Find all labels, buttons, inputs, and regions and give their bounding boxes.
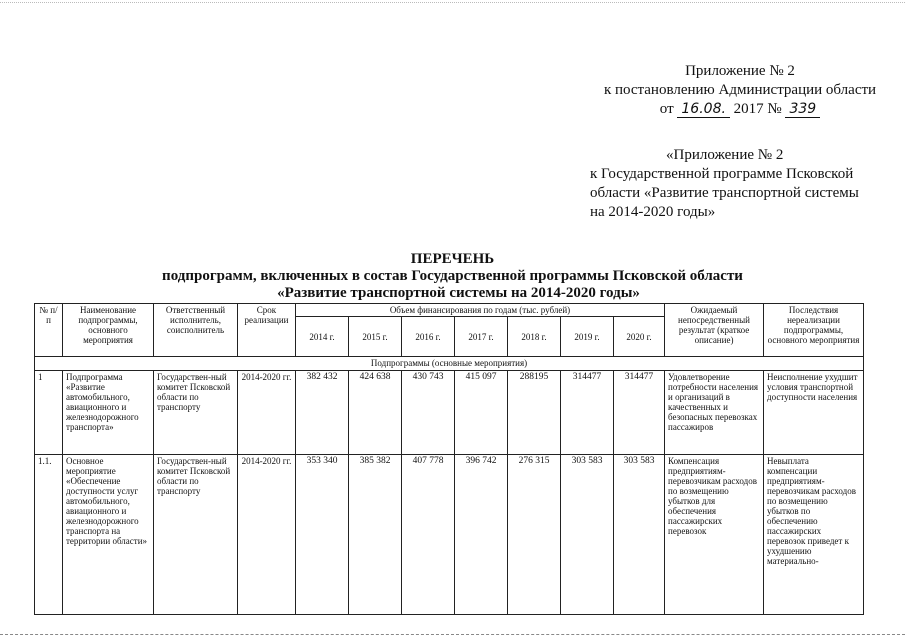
row-value: 303 583	[561, 455, 614, 615]
row-executor: Государствен-ный комитет Псковской области по транспорту	[154, 371, 238, 455]
row-executor: Государствен-ный комитет Псковской области по транспорту	[154, 455, 238, 615]
row-value: 430 743	[402, 371, 455, 455]
header-year: 2019 г.	[561, 317, 614, 357]
row-result: Удовлетворение потребности населения и организаций в качественных и безопасных перевозках пассажиров	[665, 371, 764, 455]
handwritten-number: 339	[785, 101, 820, 118]
row-name: Основное мероприятие «Обеспечение доступности услуг автомобильного, авиационного и железнодорожного транспорта на территории области»	[63, 455, 154, 615]
row-consequences: Невыплата компенсации предприятиям-перевозчикам расходов по возмещению убытков по обеспечению пассажирских перевозок приведет к ухудшению материально-	[764, 455, 864, 615]
row-value: 353 340	[296, 455, 349, 615]
document-title	[0, 251, 905, 302]
appendix-order-line1: Приложение № 2	[685, 63, 795, 79]
row-term: 2014-2020 гг.	[238, 455, 296, 615]
row-result: Компенсация предприятиям-перевозчикам расходов по возмещению убытков для обеспечения пассажирских перевозок	[665, 455, 764, 615]
header-year: 2016 г.	[402, 317, 455, 357]
row-value: 288195	[508, 371, 561, 455]
appendix-program-line4: на 2014-2020 годы»	[590, 204, 716, 220]
header-year: 2014 г.	[296, 317, 349, 357]
appendix-program-block	[590, 146, 890, 222]
row-value: 424 638	[349, 371, 402, 455]
appendix-order-block	[590, 62, 890, 119]
row-value: 303 583	[614, 455, 665, 615]
appendix-order-line2: к постановлению Администрации области	[603, 82, 877, 98]
row-value: 382 432	[296, 371, 349, 455]
date-prefix: от	[659, 101, 674, 117]
subprograms-table	[34, 303, 864, 615]
row-value: 314477	[561, 371, 614, 455]
table-row	[35, 455, 864, 615]
row-consequences: Неисполнение ухудшит условия транспортной доступности населения	[764, 371, 864, 455]
header-result: Ожидаемый непосредственный результат (краткое описание)	[665, 304, 764, 357]
header-consequences: Последствия нереализации подпрограммы, основного мероприятия	[764, 304, 864, 357]
appendix-program-line1: «Приложение № 2	[666, 147, 784, 163]
header-num: № п/п	[35, 304, 63, 357]
header-year: 2018 г.	[508, 317, 561, 357]
row-name: Подпрограмма «Развитие автомобильного, авиационного и железнодорожного транспорта»	[63, 371, 154, 455]
page-edge-top	[0, 2, 905, 3]
appendix-program-line3: области «Развитие транспортной системы	[590, 185, 859, 201]
page-edge-bottom	[0, 634, 905, 635]
title-line1: ПЕРЕЧЕНЬ	[410, 251, 495, 267]
appendix-order-date-line	[590, 100, 890, 119]
header-year: 2020 г.	[614, 317, 665, 357]
handwritten-date: 16.08.	[677, 101, 730, 118]
row-value: 314477	[614, 371, 665, 455]
row-value: 396 742	[455, 455, 508, 615]
title-line3: «Развитие транспортной системы на 2014-2020 годы»	[277, 285, 640, 301]
header-year: 2017 г.	[455, 317, 508, 357]
table-row	[35, 371, 864, 455]
row-value: 276 315	[508, 455, 561, 615]
row-value: 415 097	[455, 371, 508, 455]
row-value: 407 778	[402, 455, 455, 615]
title-line2: подпрограмм, включенных в состав Государственной программы Псковской области	[162, 268, 743, 284]
header-executor: Ответственный исполнитель, соисполнитель	[154, 304, 238, 357]
row-num: 1	[35, 371, 63, 455]
row-value: 385 382	[349, 455, 402, 615]
section-title: Подпрограммы (основные мероприятия)	[35, 357, 864, 371]
appendix-program-line2: к Государственной программе Псковской	[590, 166, 854, 182]
header-term: Срок реализации	[238, 304, 296, 357]
header-funding: Объем финансирования по годам (тыс. рублей)	[296, 304, 665, 317]
row-term: 2014-2020 гг.	[238, 371, 296, 455]
header-name: Наименование подпрограммы, основного мероприятия	[63, 304, 154, 357]
year-number-label: 2017 №	[733, 101, 782, 117]
header-year: 2015 г.	[349, 317, 402, 357]
row-num: 1.1.	[35, 455, 63, 615]
